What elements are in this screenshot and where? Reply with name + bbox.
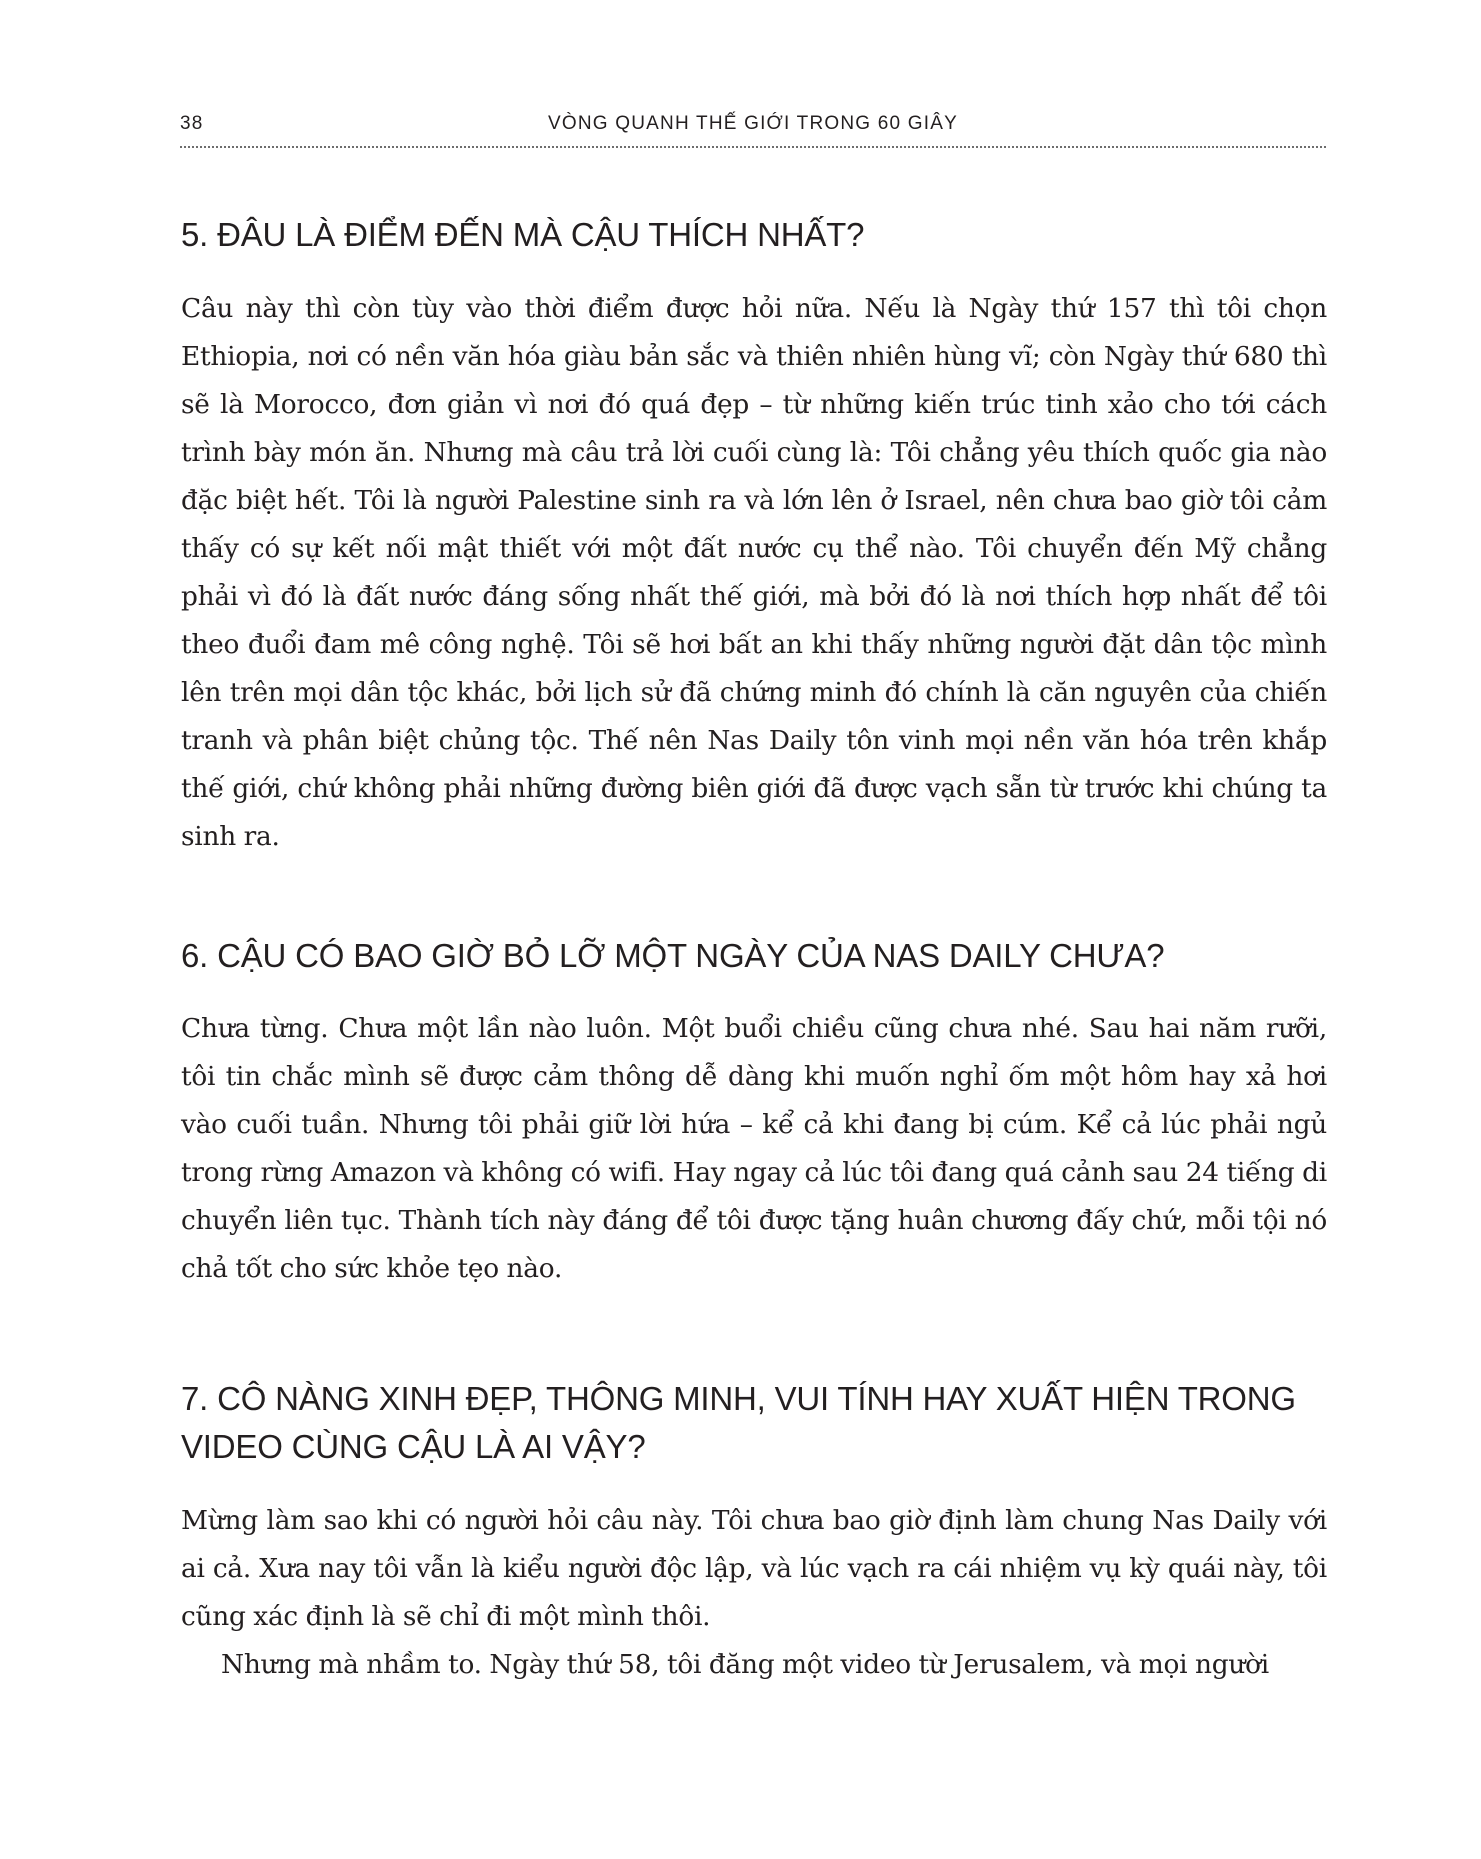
section-heading: 5. ĐÂU LÀ ĐIỂM ĐẾN MÀ CẬU THÍCH NHẤT?	[181, 216, 865, 253]
body-paragraph: Chưa từng. Chưa một lần nào luôn. Một buổi chiều cũng chưa nhé. Sau hai năm rưỡi, tôi tin chắc mình sẽ được cảm thông dễ dàng khi muốn nghỉ ốm một hôm hay xả hơi vào cuối tuần. Nhưng tôi phải giữ lời hứa – kể cả khi đang bị cúm. Kể cả lúc phải ngủ trong rừng Amazon và không có wifi. Hay ngay cả lúc tôi đang quá cảnh sau 24 tiếng di chuyển liên tục. Thành tích này đáng để tôi được tặng huân chương đấy chứ, mỗi tội nó chả tốt cho sức khỏe tẹo nào.	[181, 1013, 1327, 1284]
body-paragraph: Nhưng mà nhầm to. Ngày thứ 58, tôi đăng một video từ Jerusalem, và mọi người	[221, 1649, 1269, 1680]
section-5	[181, 211, 1327, 861]
section-7	[181, 1375, 1327, 1689]
book-title: VÒNG QUANH THẾ GIỚI TRONG 60 GIÂY	[548, 113, 958, 134]
body-paragraph: Mừng làm sao khi có người hỏi câu này. Tôi chưa bao giờ định làm chung Nas Daily với ai cả. Xưa nay tôi vẫn là kiểu người độc lập, và lúc vạch ra cái nhiệm vụ kỳ quái này, tôi cũng xác định là sẽ chỉ đi một mình thôi.	[181, 1505, 1327, 1632]
running-header	[180, 110, 1326, 140]
body-paragraph: Câu này thì còn tùy vào thời điểm được hỏi nữa. Nếu là Ngày thứ 157 thì tôi chọn Ethiopia, nơi có nền văn hóa giàu bản sắc và thiên nhiên hùng vĩ; còn Ngày thứ 680 thì sẽ là Morocco, đơn giản vì nơi đó quá đẹp – từ những kiến trúc tinh xảo cho tới cách trình bày món ăn. Nhưng mà câu trả lời cuối cùng là: Tôi chẳng yêu thích quốc gia nào đặc biệt hết. Tôi là người Palestine sinh ra và lớn lên ở Israel, nên chưa bao giờ tôi cảm thấy có sự kết nối mật thiết với một đất nước cụ thể nào. Tôi chuyển đến Mỹ chẳng phải vì đó là đất nước đáng sống nhất thế giới, mà bởi đó là nơi thích hợp nhất để tôi theo đuổi đam mê công nghệ. Tôi sẽ hơi bất an khi thấy những người đặt dân tộc mình lên trên mọi dân tộc khác, bởi lịch sử đã chứng minh đó chính là căn nguyên của chiến tranh và phân biệt chủng tộc. Thế nên Nas Daily tôn vinh mọi nền văn hóa trên khắp thế giới, chứ không phải những đường biên giới đã được vạch sẵn từ trước khi chúng ta sinh ra.	[181, 293, 1327, 852]
section-heading: 6. CẬU CÓ BAO GIỜ BỎ LỠ MỘT NGÀY CỦA NAS DAILY CHƯA?	[181, 937, 1165, 974]
section-heading: 7. CÔ NÀNG XINH ĐẸP, THÔNG MINH, VUI TÍNH HAY XUẤT HIỆN TRONG VIDEO CÙNG CẬU LÀ AI VẬY?	[181, 1380, 1296, 1465]
section-6	[181, 932, 1327, 1293]
page-number: 38	[180, 113, 204, 134]
header-dotted-rule	[180, 146, 1326, 148]
